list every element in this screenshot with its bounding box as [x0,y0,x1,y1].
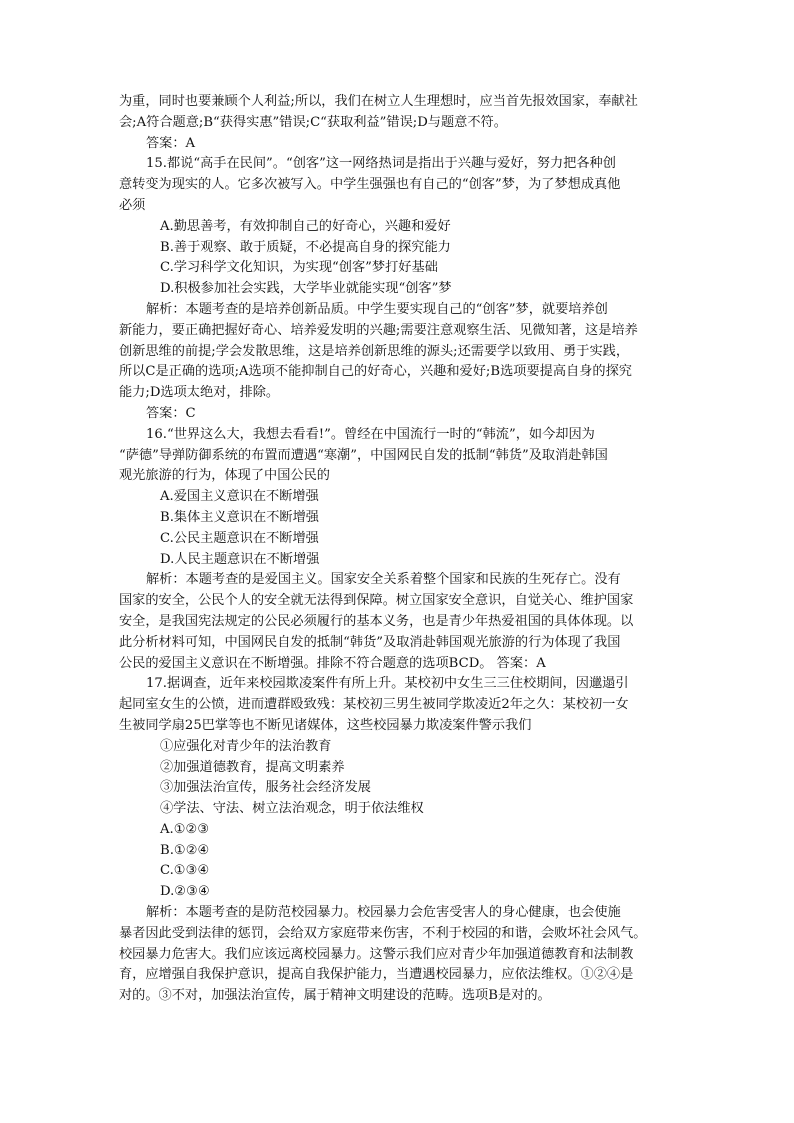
text-line: 为重，同时也要兼顾个人利益;所以，我们在树立人生理想时，应当首先报效国家，奉献社 [119,94,638,109]
text-line: 答案：A [146,135,196,151]
text-line: D.积极参加社会实践，大学毕业就能实现“创客”梦 [160,281,452,297]
text-line: 新能力，要正确把握好奇心、培养爱发明的兴趣;需要注意观察生活、见微知著，这是培养 [119,322,638,338]
text-line: ②加强道德教育，提高文明素养 [160,759,345,775]
text-line: ③加强法治宣传，服务社会经济发展 [160,780,371,796]
text-line: ④学法、守法、树立法治观念，明于依法维权 [160,801,424,817]
text-line: “萨德”导弹防御系统的布置而遭遇“寒潮”，中国网民自发的抵制“韩货”及取消赴韩国 [119,447,608,463]
text-line: 15.都说“高手在民间”。“创客”这一网络热词是指出于兴趣与爱好，努力把各种创 [146,156,616,172]
text-line: 此分析材料可知，中国网民自发的抵制“韩货”及取消赴韩国观光旅游的行为体现了我国 [119,634,621,650]
text-line: ①应强化对青少年的法治教育 [160,738,332,754]
text-line: 创新思维的前提;学会发散思维，这是培养创新思维的源头;还需要学以致用、勇于实践， [119,343,630,359]
text-line: 16.“世界这么大，我想去看看!”。曾经在中国流行一时的“韩流”，如今却因为 [146,426,595,442]
text-line: C.公民主题意识在不断增强 [160,530,319,546]
text-line: D.人民主题意识在不断增强 [160,551,320,567]
text-line: B.①②④ [160,842,210,858]
text-line: 国家的安全，公民个人的安全就无法得到保障。树立国家安全意识，自觉关心、维护国家 [119,593,634,609]
text-line: B.善于观察、敢于质疑，不必提高自身的探究能力 [160,239,451,255]
text-line: 校园暴力危害大。我们应该远离校园暴力。这警示我们应对青少年加强道德教育和法制教 [119,946,634,962]
text-line: 生被同学扇25巴掌等也不断见诸媒体，这些校园暴力欺凌案件警示我们 [119,717,532,733]
text-line: 17.据调查，近年来校园欺凌案件有所上升。某校初中女生三三住校期间，因邋遢引 [146,676,629,692]
text-line: 起同室女生的公愤，进而遭群殴致残：某校初三男生被同学欺凌近2年之久：某校初一女 [119,697,629,713]
text-line: C.①③④ [160,863,210,879]
text-line: 公民的爱国主义意识在不断增强。排除不符合题意的选项BCD。 答案：A [119,655,546,671]
text-line: 安全，是我国宪法规定的公民必须履行的基本义务，也是青少年热爱祖国的具体体现。以 [119,613,634,629]
text-line: 育，应增强自我保护意识，提高自我保护能力，当遭遇校园暴力，应依法维权。①②④是 [119,967,634,983]
text-line: B.集体主义意识在不断增强 [160,509,319,525]
text-line: C.学习科学文化知识，为实现“创客”梦打好基础 [160,260,438,276]
text-line: D.②③④ [160,884,210,900]
text-line: 暴者因此受到法律的惩罚，会给双方家庭带来伤害，不利于校园的和谐，会败坏社会风气。 [119,925,647,941]
text-line: 对的。③不对，加强法治宣传，属于精神文明建设的范畴。选项B是对的。 [119,988,551,1004]
text-line: 解析：本题考查的是培养创新品质。中学生要实现自己的“创客”梦，就要培养创 [146,301,608,317]
text-line: 能力;D选项太绝对，排除。 [119,385,280,401]
text-line: 会;A符合题意;B“获得实惠”错误;C“获取利益”错误;D与题意不符。 [119,114,507,130]
text-line: A.勤思善考，有效抑制自己的好奇心，兴趣和爱好 [160,218,451,234]
text-line: 观光旅游的行为，体现了中国公民的 [119,468,330,484]
text-line: 答案：C [146,405,196,421]
text-line: 意转变为现实的人。它多次被写入。中学生强强也有自己的“创客”梦，为了梦想成真他 [119,177,621,193]
text-line: A.爱国主义意识在不断增强 [160,489,319,505]
text-line: A.①②③ [160,821,210,837]
text-line: 必须 [119,197,146,213]
text-line: 解析：本题考查的是爱国主义。国家安全关系着整个国家和民族的生死存亡。没有 [146,572,621,588]
text-line: 所以C是正确的选项;A选项不能抑制自己的好奇心，兴趣和爱好;B选项要提高自身的探究 [119,364,632,380]
text-line: 解析：本题考查的是防范校园暴力。校园暴力会危害受害人的身心健康，也会使施 [146,905,621,921]
